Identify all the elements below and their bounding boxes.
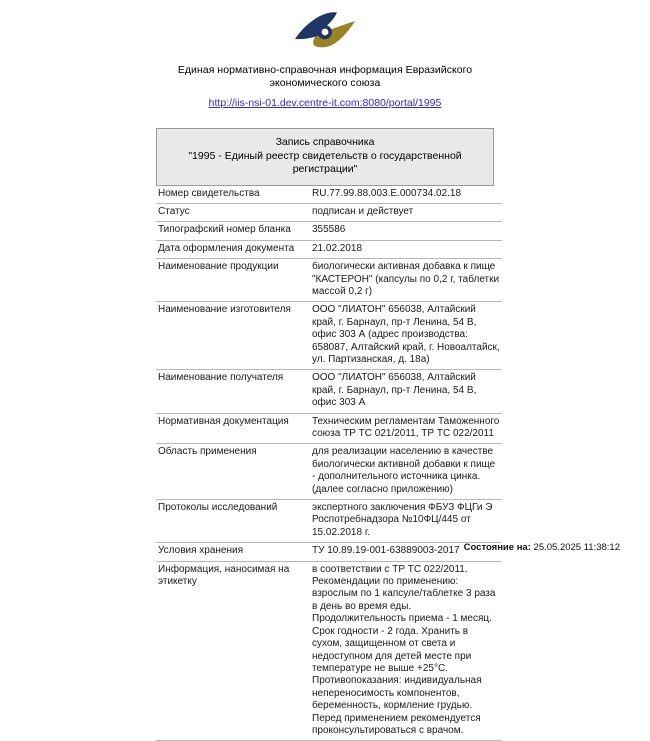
field-label: Наименование продукции xyxy=(156,259,310,302)
field-value: подписан и действует xyxy=(310,203,502,221)
field-value: в соответствии с ТР ТС 022/2011. Рекомендации по применению: взрослым по 1 капсуле/таблетке 3 раза в день во время еды. Продолжительность приема - 1 месяц. Срок годности - 2 года. Хранить в сухом, защищенном от света и недоступном для детей месте при температуре не выше +25°С. Противопоказания: индивидуальная непереносимость компонентов, беременность, кормление грудью. Перед применением рекомендуется проконсультироваться с врачом. xyxy=(310,561,502,741)
document-footer xyxy=(0,542,650,554)
field-label: Наименование получателя xyxy=(156,370,310,413)
field-label: Условия хранения xyxy=(156,543,310,561)
field-label: Номер свидетельства xyxy=(156,186,310,204)
eaeu-emblem-icon xyxy=(289,8,361,56)
record-card xyxy=(156,128,494,741)
field-value: ООО "ЛИАТОН" 656038, Алтайский край, г. Барнаул, пр-т Ленина, 54 В, офис 303 А xyxy=(310,370,502,413)
field-value: экспертного заключения ФБУЗ ФЦГи Э Роспотребнадзора №10ФЦ/445 от 15.02.2018 г. xyxy=(310,500,502,543)
field-label: Статус xyxy=(156,203,310,221)
record-table-body xyxy=(156,186,502,741)
field-value: 21.02.2018 xyxy=(310,240,502,258)
field-value: 355586 xyxy=(310,222,502,240)
state-timestamp: 25.05.2025 11:38:12 xyxy=(534,542,620,553)
logo-container xyxy=(0,6,650,58)
table-row xyxy=(156,444,502,500)
state-label: Состояние на: xyxy=(464,542,531,553)
field-label: Протоколы исследований xyxy=(156,500,310,543)
record-title-header xyxy=(156,128,494,186)
field-label: Дата оформления документа xyxy=(156,240,310,258)
table-row xyxy=(156,240,502,258)
organization-title-line2: экономического союза xyxy=(270,77,381,89)
field-label: Наименование изготовителя xyxy=(156,302,310,370)
record-title-line2: "1995 - Единый реестр свидетельств о государственной xyxy=(171,150,479,164)
field-label: Область применения xyxy=(156,444,310,500)
field-value: RU.77.99.88.003.Е.000734.02.18 xyxy=(310,186,502,204)
field-value: биологически активная добавка к пище "КАСТЕРОН" (капсулы по 0,2 г, таблетки массой 0,2 г) xyxy=(310,259,502,302)
field-value: для реализации населению в качестве биологически активной добавки к пище - дополнительного источника цинка. (далее согласно приложению) xyxy=(310,444,502,500)
table-row xyxy=(156,561,502,741)
table-row xyxy=(156,186,502,204)
table-row xyxy=(156,203,502,221)
table-row xyxy=(156,259,502,302)
portal-url-link[interactable]: http://iis-nsi-01.dev.centre-it.com:8080/portal/1995 xyxy=(209,97,442,110)
field-label: Информация, наносимая на этикетку xyxy=(156,561,310,741)
table-row xyxy=(156,413,502,444)
table-row xyxy=(156,222,502,240)
field-label: Типографский номер бланка xyxy=(156,222,310,240)
document-header xyxy=(0,0,650,111)
field-value: ТУ 10.89.19-001-63889003-2017 xyxy=(310,543,502,561)
organization-title-line1: Единая нормативно-справочная информация Евразийского xyxy=(178,64,472,76)
table-row xyxy=(156,302,502,370)
record-title-line1: Запись справочника xyxy=(171,136,479,150)
organization-title xyxy=(115,64,535,90)
field-label: Нормативная документация xyxy=(156,413,310,444)
record-table xyxy=(156,186,502,741)
field-value: Техническим регламентам Таможенного союза ТР ТС 021/2011, ТР ТС 022/2011 xyxy=(310,413,502,444)
table-row xyxy=(156,500,502,543)
table-row xyxy=(156,370,502,413)
record-title-line3: регистрации" xyxy=(171,163,479,177)
field-value: ООО "ЛИАТОН" 656038, Алтайский край, г. Барнаул, пр-т Ленина, 54 В, офис 303 А (адрес производства: 658087, Алтайский край, г. Новоалтайск, ул. Партизанская, д. 18а) xyxy=(310,302,502,370)
